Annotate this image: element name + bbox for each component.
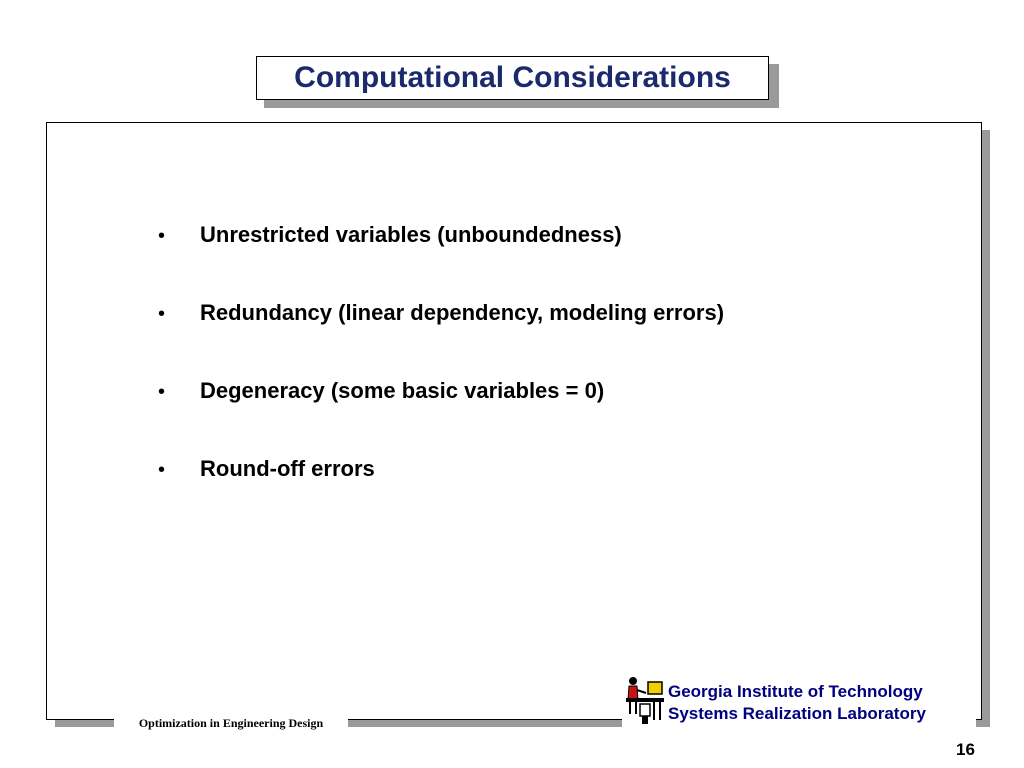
title-box: [256, 56, 769, 100]
institute-name: Georgia Institute of Technology: [668, 682, 923, 701]
bullet-text: Unrestricted variables (unboundedness): [200, 222, 622, 247]
bullet-list: [158, 222, 724, 534]
course-label: Optimization in Engineering Design: [138, 715, 324, 730]
srl-person-at-desk-icon: [624, 674, 666, 726]
bullet-dot-icon: •: [158, 381, 166, 403]
bullet-dot-icon: •: [158, 225, 166, 247]
bullet-item: [158, 456, 724, 534]
bullet-item: [158, 222, 724, 300]
bullet-text: Degeneracy (some basic variables = 0): [200, 378, 605, 403]
course-label-box: [114, 712, 348, 734]
page-number: 16: [956, 740, 975, 759]
bullet-item: [158, 300, 724, 378]
lab-name: Systems Realization Laboratory: [668, 704, 926, 723]
institution-name: [668, 681, 926, 725]
bullet-text: Round-off errors: [200, 456, 375, 481]
bullet-text: Redundancy (linear dependency, modeling errors): [200, 300, 725, 325]
bullet-dot-icon: •: [158, 303, 166, 325]
slide-title: Computational Considerations: [294, 61, 731, 94]
bullet-dot-icon: •: [158, 459, 166, 481]
bullet-item: [158, 378, 724, 456]
